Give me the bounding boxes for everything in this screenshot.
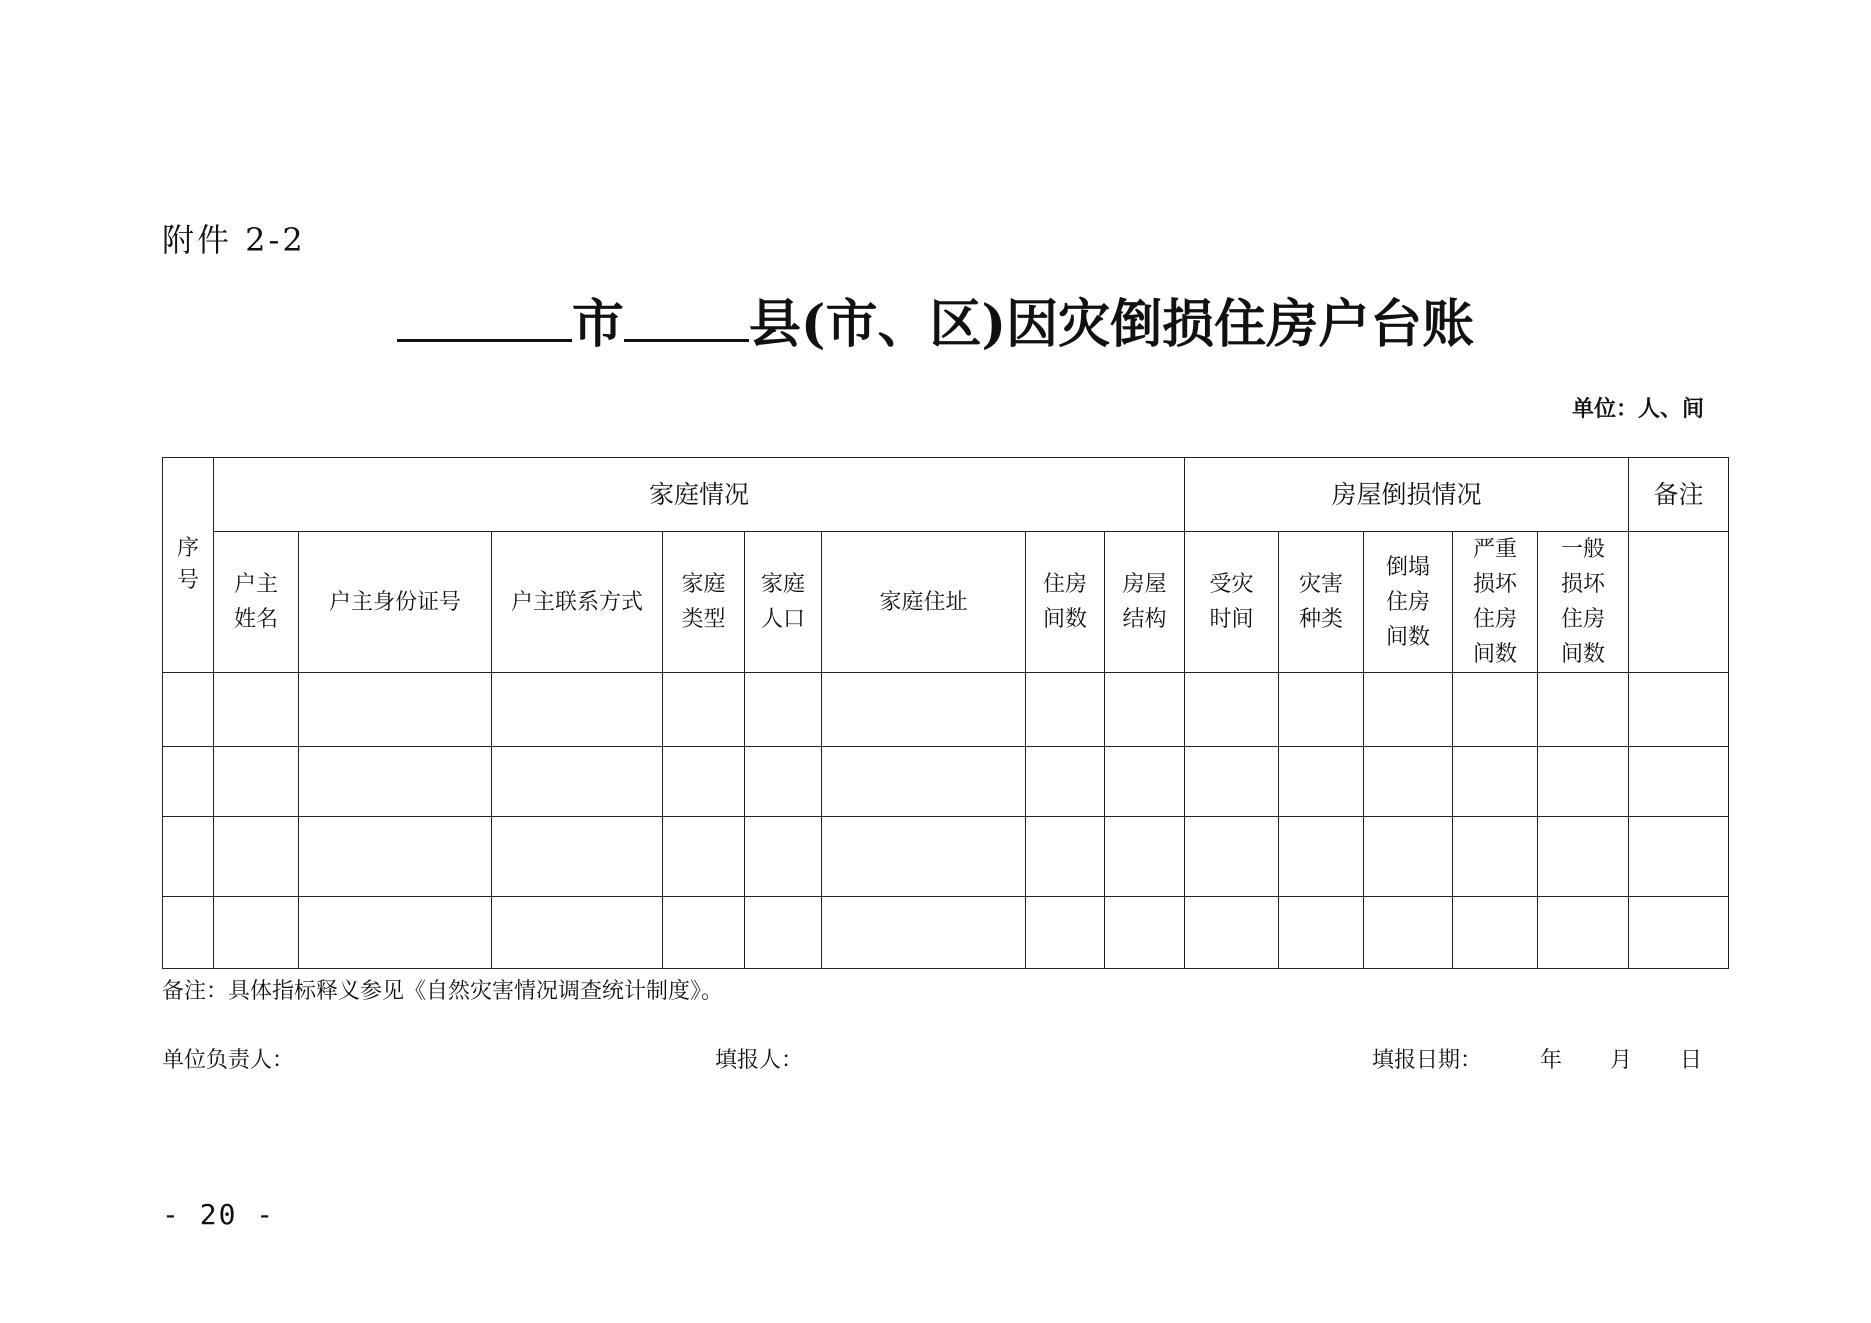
year-label: 年 [1540, 1048, 1563, 1073]
attachment-label: 附件 2-2 [162, 221, 306, 259]
header-owner-id: 户主身份证号 [299, 532, 492, 673]
title-rest: 县(市、区)因灾倒损住房户台账 [748, 294, 1475, 355]
header-owner-contact: 户主联系方式 [492, 532, 663, 673]
city-blank [397, 292, 572, 342]
table-row [163, 747, 1729, 817]
header-severe-damage-rooms: 严重损坏住房间数 [1453, 532, 1538, 673]
unit-label: 单位：人、间 [1571, 396, 1704, 422]
header-house-structure: 房屋结构 [1105, 532, 1185, 673]
header-minor-damage-rooms: 一般损坏住房间数 [1538, 532, 1629, 673]
document-title [0, 282, 1871, 357]
header-seq: 序号 [163, 458, 214, 673]
header-owner-name: 户主姓名 [214, 532, 299, 673]
header-remark: 备注 [1629, 458, 1729, 532]
header-family-type: 家庭类型 [663, 532, 745, 673]
page-number: - 20 - [162, 1198, 276, 1231]
header-house-rooms: 住房间数 [1026, 532, 1105, 673]
filler-label: 填报人： [715, 1048, 804, 1073]
table-row [163, 673, 1729, 747]
header-family-address: 家庭住址 [822, 532, 1026, 673]
header-disaster-time: 受灾时间 [1185, 532, 1279, 673]
day-label: 日 [1680, 1048, 1703, 1073]
ledger-table [162, 457, 1729, 969]
title-city: 市 [571, 294, 624, 355]
header-disaster-type: 灾害种类 [1279, 532, 1364, 673]
header-family-size: 家庭人口 [745, 532, 822, 673]
county-blank [624, 292, 749, 342]
header-remark-blank [1629, 532, 1729, 673]
table-row [163, 897, 1729, 969]
leader-label: 单位负责人： [162, 1048, 295, 1073]
table-row [163, 817, 1729, 897]
footnote: 备注：具体指标释义参见《自然灾害情况调查统计制度》。 [162, 979, 724, 1004]
month-label: 月 [1610, 1048, 1633, 1073]
date-label: 填报日期： [1372, 1048, 1483, 1073]
header-collapsed-rooms: 倒塌住房间数 [1364, 532, 1453, 673]
header-family-group: 家庭情况 [214, 458, 1185, 532]
header-house-group: 房屋倒损情况 [1185, 458, 1629, 532]
